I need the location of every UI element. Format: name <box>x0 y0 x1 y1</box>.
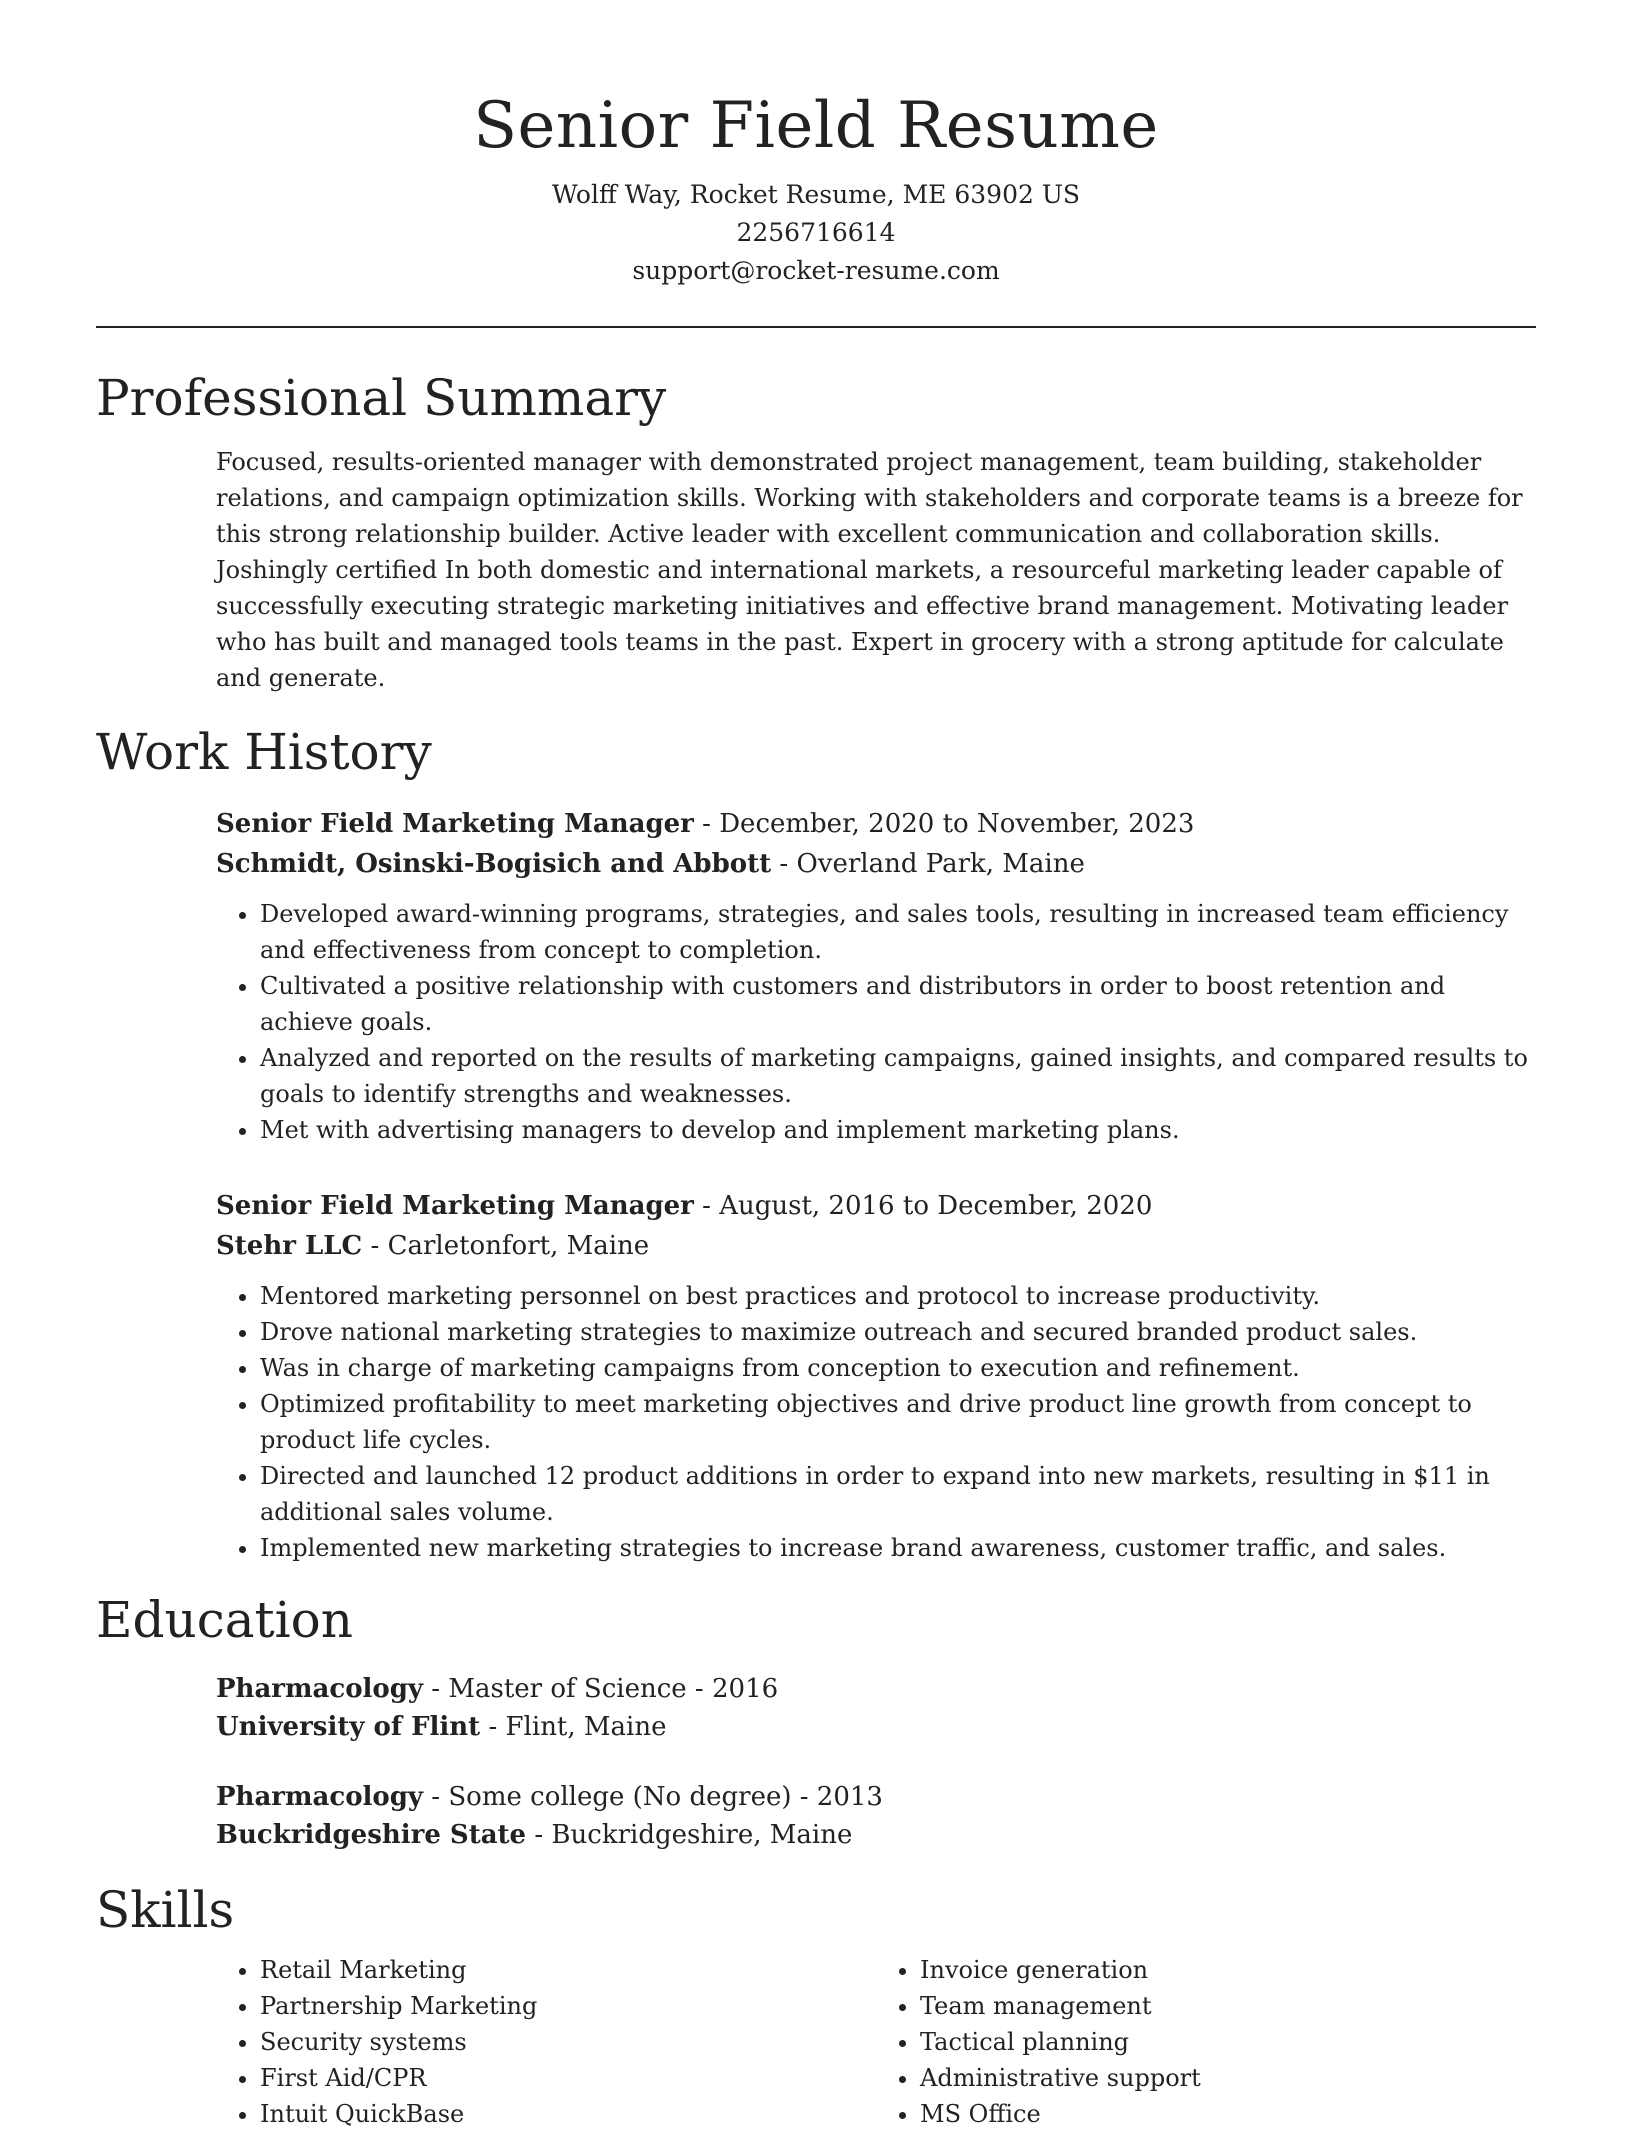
education-degree: - Master of Science - 2016 <box>423 1674 779 1704</box>
education-school: Buckridgeshire State <box>216 1820 527 1850</box>
list-item: • Was in charge of marketing campaigns from conception to execution and refinement. <box>260 1350 1536 1386</box>
skills-heading: Skills <box>96 1881 235 1939</box>
list-item: • Optimized profitability to meet marketing objectives and drive product line growth from concept to product life cycles. <box>260 1386 1536 1458</box>
education-section <box>96 1588 1536 1854</box>
job-entry <box>216 804 1536 1148</box>
skill-item: • Team management <box>920 1988 1536 2024</box>
education-degree-line <box>216 1778 1536 1816</box>
education-field: Pharmacology <box>216 1782 424 1812</box>
work-history-section <box>96 720 1536 1566</box>
list-item: • Cultivated a positive relationship with customers and distributors in order to boost retention and achieve goals. <box>260 968 1536 1040</box>
skills-list-right <box>876 1952 1536 2132</box>
contact-info <box>96 176 1536 290</box>
job-location: - Overland Park, Maine <box>771 849 1085 879</box>
resume-title: Senior Field Resume <box>473 89 1159 163</box>
address: Wolff Way, Rocket Resume, ME 63902 US <box>551 180 1081 209</box>
skill-item: • Invoice generation <box>920 1952 1536 1988</box>
phone: 2256716614 <box>736 218 896 247</box>
education-field: Pharmacology <box>216 1674 424 1704</box>
education-school: University of Flint <box>216 1712 481 1742</box>
education-entry <box>216 1778 1536 1854</box>
skill-item: • Partnership Marketing <box>260 1988 876 2024</box>
resume-header <box>96 0 1536 290</box>
summary-heading: Professional Summary <box>96 369 667 427</box>
skill-item: • Retail Marketing <box>260 1952 876 1988</box>
skills-columns <box>216 1952 1536 2132</box>
education-school-line <box>216 1708 1536 1746</box>
list-item: • Directed and launched 12 product additions in order to expand into new markets, resulting in $11 in additional sales volume. <box>260 1458 1536 1530</box>
job-location: - Carletonfort, Maine <box>362 1231 650 1261</box>
list-item: • Drove national marketing strategies to maximize outreach and secured branded product sales. <box>260 1314 1536 1350</box>
job-title-line <box>216 804 1536 844</box>
education-heading: Education <box>96 1591 353 1649</box>
job-entry <box>216 1186 1536 1566</box>
list-item: • Developed award-winning programs, strategies, and sales tools, resulting in increased team efficiency and effectiveness from concept to completion. <box>260 896 1536 968</box>
list-item: • Met with advertising managers to develop and implement marketing plans. <box>260 1112 1536 1148</box>
skill-item: • Security systems <box>260 2024 876 2060</box>
summary-section <box>96 366 1536 696</box>
education-degree-line <box>216 1670 1536 1708</box>
list-item: • Mentored marketing personnel on best practices and protocol to increase productivity. <box>260 1278 1536 1314</box>
job-company-line <box>216 844 1536 884</box>
education-location: - Buckridgeshire, Maine <box>526 1820 853 1850</box>
job-title-line <box>216 1186 1536 1226</box>
job-dates: - December, 2020 to November, 2023 <box>693 809 1195 839</box>
list-item: • Analyzed and reported on the results of marketing campaigns, gained insights, and compared results to goals to identify strengths and weaknesses. <box>260 1040 1536 1112</box>
skill-item: • Administrative support <box>920 2060 1536 2096</box>
skill-item: • Intuit QuickBase <box>260 2096 876 2132</box>
header-divider <box>96 326 1536 328</box>
list-item: • Implemented new marketing strategies to increase brand awareness, customer traffic, and sales. <box>260 1530 1536 1566</box>
job-company: Stehr LLC <box>216 1231 363 1261</box>
job-dates: - August, 2016 to December, 2020 <box>693 1191 1153 1221</box>
skill-item: • Tactical planning <box>920 2024 1536 2060</box>
job-bullets <box>216 896 1536 1148</box>
education-entry <box>216 1670 1536 1746</box>
skill-item: • First Aid/CPR <box>260 2060 876 2096</box>
summary-text: Focused, results-oriented manager with demonstrated project management, team building, stakeholder relations, and campaign optimization skills. Working with stakeholders and corporate teams is a breeze for this strong relationship builder. Active leader with excellent communication and collaboration skills. Joshingly certified In both domestic and international markets, a resourceful marketing leader capable of successfully executing strategic marketing initiatives and effective brand management. Motivating leader who has built and managed tools teams in the past. Expert in grocery with a strong aptitude for calculate and generate. <box>216 448 1523 692</box>
job-company: Schmidt, Osinski-Bogisich and Abbott <box>216 849 772 879</box>
job-company-line <box>216 1226 1536 1266</box>
skills-list-left <box>216 1952 876 2132</box>
email: support@rocket-resume.com <box>632 256 1000 285</box>
skills-section <box>96 1878 1536 2132</box>
job-role: Senior Field Marketing Manager <box>216 1191 694 1221</box>
education-degree: - Some college (No degree) - 2013 <box>423 1782 883 1812</box>
education-school-line <box>216 1816 1536 1854</box>
skill-item: • MS Office <box>920 2096 1536 2132</box>
work-history-heading: Work History <box>96 723 432 781</box>
education-location: - Flint, Maine <box>480 1712 667 1742</box>
job-bullets <box>216 1278 1536 1566</box>
job-role: Senior Field Marketing Manager <box>216 809 694 839</box>
resume-page <box>96 0 1536 2128</box>
